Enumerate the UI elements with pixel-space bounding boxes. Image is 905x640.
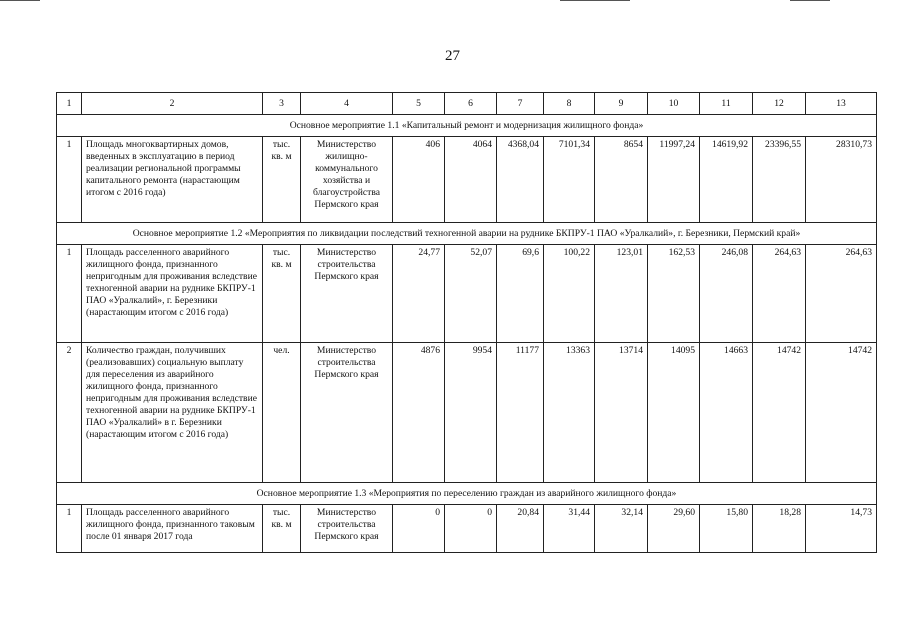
unit-cell: тыс. кв. м (263, 245, 301, 343)
page-number: 27 (445, 48, 460, 64)
column-header: 13 (806, 93, 877, 115)
value-cell: 162,53 (648, 245, 700, 343)
value-cell: 4876 (393, 343, 445, 483)
value-cell: 4368,04 (497, 137, 544, 223)
column-header: 3 (263, 93, 301, 115)
value-cell: 69,6 (497, 245, 544, 343)
unit-cell: тыс. кв. м (263, 505, 301, 553)
responsible-org: Министерство жилищно-коммунального хозяйства и благоустройства Пермского края (301, 137, 393, 223)
column-header: 7 (497, 93, 544, 115)
value-cell: 100,22 (544, 245, 595, 343)
responsible-org: Министерство строительства Пермского края (301, 505, 393, 553)
value-cell: 32,14 (595, 505, 648, 553)
value-cell: 8654 (595, 137, 648, 223)
column-header: 6 (445, 93, 497, 115)
value-cell: 7101,34 (544, 137, 595, 223)
column-header: 4 (301, 93, 393, 115)
value-cell: 28310,73 (806, 137, 877, 223)
indicators-table (56, 92, 877, 553)
value-cell: 264,63 (806, 245, 877, 343)
value-cell: 14742 (806, 343, 877, 483)
value-cell: 14663 (700, 343, 753, 483)
value-cell: 29,60 (648, 505, 700, 553)
section-header-row (57, 223, 877, 245)
row-number: 2 (57, 343, 82, 483)
section-title: Основное мероприятие 1.2 «Мероприятия по ликвидации последствий техногенной аварии на руднике БКПРУ-1 ПАО «Уралкалий», г. Березники, Пермский край» (57, 223, 877, 245)
value-cell: 31,44 (544, 505, 595, 553)
value-cell: 23396,55 (753, 137, 806, 223)
value-cell: 52,07 (445, 245, 497, 343)
value-cell: 15,80 (700, 505, 753, 553)
table-row (57, 137, 877, 223)
column-header: 5 (393, 93, 445, 115)
unit-cell: тыс. кв. м (263, 137, 301, 223)
scan-edge (0, 0, 905, 2)
column-header: 2 (82, 93, 263, 115)
column-number-row (57, 93, 877, 115)
value-cell: 14,73 (806, 505, 877, 553)
section-title: Основное мероприятие 1.3 «Мероприятия по переселению граждан из аварийного жилищного фонда» (57, 483, 877, 505)
row-number: 1 (57, 245, 82, 343)
column-header: 9 (595, 93, 648, 115)
table-row (57, 505, 877, 553)
value-cell: 246,08 (700, 245, 753, 343)
column-header: 11 (700, 93, 753, 115)
value-cell: 0 (445, 505, 497, 553)
column-header: 12 (753, 93, 806, 115)
value-cell: 18,28 (753, 505, 806, 553)
value-cell: 264,63 (753, 245, 806, 343)
value-cell: 24,77 (393, 245, 445, 343)
indicator-name: Количество граждан, получивших (реализовавших) социальную выплату для переселения из аварийного жилищного фонда, признанного непригодным для проживания вследствие техногенной аварии на руднике БКПРУ-1 ПАО «Уралкалий» в г. Березники (нарастающим итогом с 2016 года) (82, 343, 263, 483)
value-cell: 4064 (445, 137, 497, 223)
row-number: 1 (57, 137, 82, 223)
table-row (57, 343, 877, 483)
value-cell: 13714 (595, 343, 648, 483)
value-cell: 14095 (648, 343, 700, 483)
value-cell: 123,01 (595, 245, 648, 343)
value-cell: 14742 (753, 343, 806, 483)
responsible-org: Министерство строительства Пермского края (301, 245, 393, 343)
value-cell: 11997,24 (648, 137, 700, 223)
responsible-org: Министерство строительства Пермского края (301, 343, 393, 483)
column-header: 8 (544, 93, 595, 115)
column-header: 10 (648, 93, 700, 115)
indicator-name: Площадь многоквартирных домов, введенных в эксплуатацию в период реализации региональной программы капитального ремонта (нарастающим итогом с 2016 года) (82, 137, 263, 223)
value-cell: 11177 (497, 343, 544, 483)
value-cell: 9954 (445, 343, 497, 483)
table-row (57, 245, 877, 343)
section-header-row (57, 115, 877, 137)
value-cell: 14619,92 (700, 137, 753, 223)
value-cell: 20,84 (497, 505, 544, 553)
value-cell: 13363 (544, 343, 595, 483)
column-header: 1 (57, 93, 82, 115)
row-number: 1 (57, 505, 82, 553)
value-cell: 406 (393, 137, 445, 223)
indicator-name: Площадь расселенного аварийного жилищного фонда, признанного таковым после 01 января 2017 года (82, 505, 263, 553)
section-title: Основное мероприятие 1.1 «Капитальный ремонт и модернизация жилищного фонда» (57, 115, 877, 137)
unit-cell: чел. (263, 343, 301, 483)
section-header-row (57, 483, 877, 505)
indicator-name: Площадь расселенного аварийного жилищного фонда, признанного непригодным для проживания вследствие техногенной аварии на руднике БКПРУ-1 ПАО «Уралкалий», г. Березники (нарастающим итогом с 2016 года) (82, 245, 263, 343)
value-cell: 0 (393, 505, 445, 553)
